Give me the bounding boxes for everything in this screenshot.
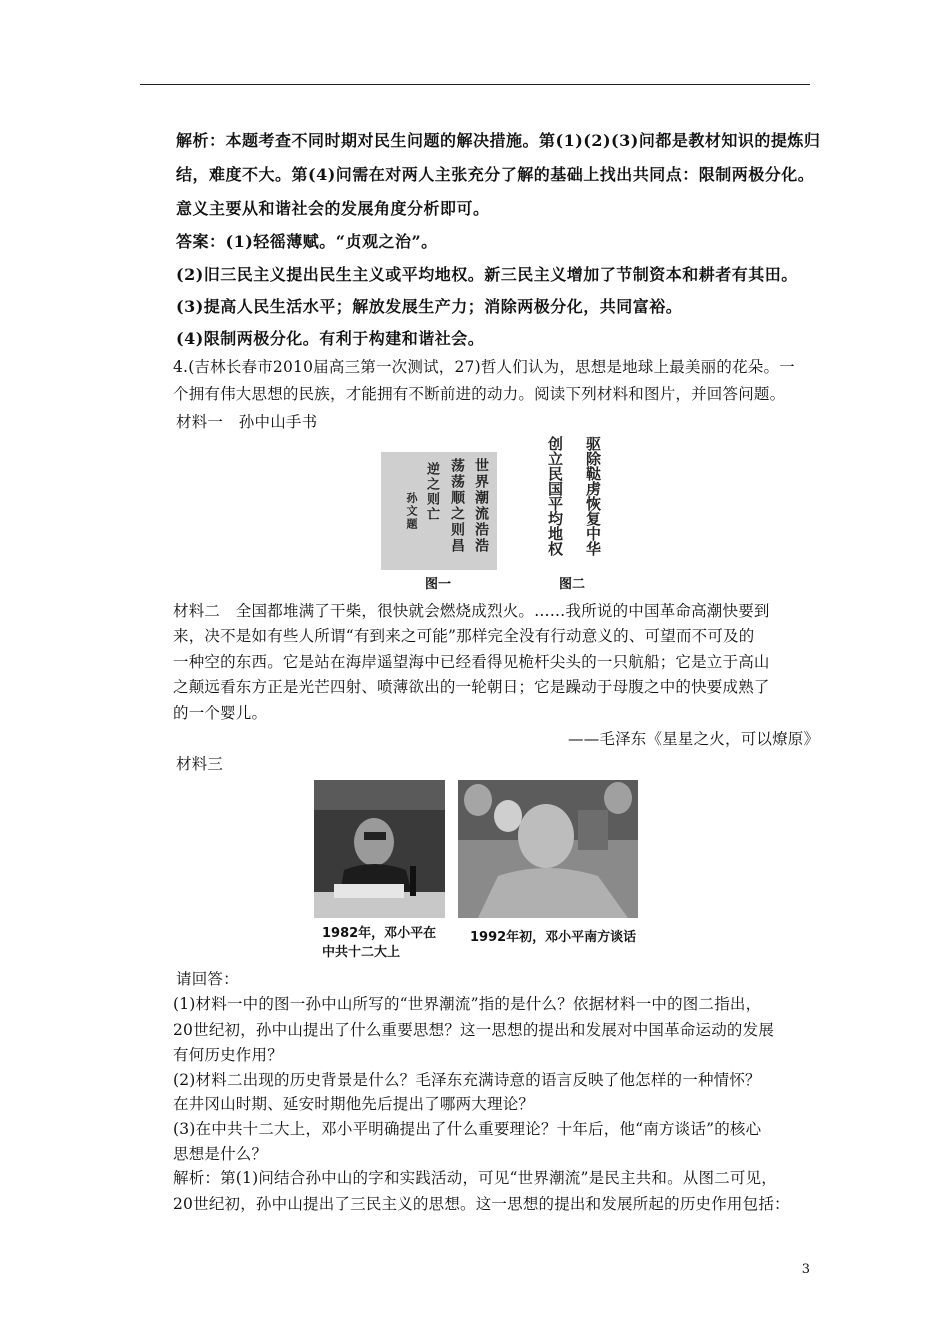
figure-two-calligraphy (536, 436, 606, 570)
photo-deng-1982 (314, 780, 445, 918)
sub-question-1-line-2: 20世纪初，孙中山提出了什么重要思想？这一思想的提出和发展对中国革命运动的发展 (173, 1021, 775, 1039)
fig1-col-4: 孙文题 (405, 492, 418, 531)
material-one-title: 材料一 孙中山手书 (176, 413, 318, 431)
fig2-col-2: 创立民国平均地权 (546, 436, 564, 556)
question-line-2: 个拥有伟大思想的民族，才能拥有不断前进的动力。阅读下列材料和图片，并回答问题。 (173, 385, 786, 403)
sub-question-2-line-1: (2)材料二出现的历史背景是什么？毛泽东充满诗意的语言反映了他怎样的一种情怀？ (173, 1071, 761, 1089)
sub-question-3-line-1: (3)在中共十二大上，邓小平明确提出了什么重要理论？十年后，他“南方谈话”的核心 (173, 1120, 762, 1138)
page-number: 3 (801, 1262, 810, 1277)
figure-two-caption: 图二 (558, 577, 585, 592)
sub-question-1-line-1: (1)材料一中的图一孙中山所写的“世界潮流”指的是什么？依据材料一中的图二指出， (173, 995, 762, 1013)
photo-deng-1982-image (314, 780, 445, 918)
answer-line-1: 答案：(1)轻徭薄赋。“贞观之治”。 (176, 232, 438, 251)
fig1-col-3: 逆之则亡 (424, 462, 439, 522)
material-two-line-2: 来，决不是如有些人所谓“有到来之可能”那样完全没有行动意义的、可望而不可及的 (173, 627, 755, 645)
fig1-col-2: 荡荡顺之则昌 (449, 458, 465, 554)
answer-line-2: (2)旧三民主义提出民生主义或平均地权。新三民主义增加了节制资本和耕者有其田。 (176, 265, 798, 284)
photo-1982-caption-line-2: 中共十二大上 (322, 945, 401, 960)
figure-one-calligraphy (381, 452, 497, 570)
material-two-line-5: 的一个婴儿。 (173, 704, 268, 722)
material-two-line-1: 材料二 全国都堆满了干柴，很快就会燃烧成烈火。……我所说的中国革命高潮快要到 (173, 602, 770, 620)
figure-one-caption: 图一 (424, 577, 451, 592)
material-two-line-4: 之颠远看东方正是光芒四射、喷薄欲出的一轮朝日；它是躁动于母腹之中的快要成熟了 (173, 678, 770, 696)
sub-question-1-line-3: 有何历史作用？ (173, 1046, 283, 1064)
analysis-line-2: 结，难度不大。第(4)问需在对两人主张充分了解的基础上找出共同点：限制两极分化。 (176, 165, 815, 184)
photo-1982-caption-line-1: 1982年，邓小平在 (322, 926, 437, 941)
photo-deng-1992 (458, 780, 638, 918)
photo-1982-caption (322, 922, 462, 960)
sub-question-2-line-2: 在井冈山时期、延安时期他先后提出了哪两大理论？ (173, 1095, 535, 1113)
photo-1992-caption: 1992年初，邓小平南方谈话 (470, 930, 637, 945)
analysis-line-1: 解析：本题考查不同时期对民生问题的解决措施。第(1)(2)(3)问都是教材知识的提炼归 (176, 131, 821, 150)
material-two-line-3: 一种空的东西。它是站在海岸遥望海中已经看得见桅杆尖头的一只航船；它是立于高山 (173, 653, 770, 671)
header-rule (140, 84, 810, 85)
fig2-col-1: 驱除鞑虏恢复中华 (584, 436, 602, 556)
please-answer: 请回答： (176, 970, 239, 988)
photo-deng-1992-image (458, 780, 638, 918)
material-three-title: 材料三 (176, 755, 224, 773)
fig1-col-1: 世界潮流浩浩 (473, 458, 489, 554)
solution-line-2: 20世纪初，孙中山提出了三民主义的思想。这一思想的提出和发展所起的历史作用包括： (173, 1195, 790, 1213)
analysis-line-3: 意义主要从和谐社会的发展角度分析即可。 (176, 199, 490, 218)
sub-question-3-line-2: 思想是什么？ (173, 1145, 268, 1163)
question-line-1: 4.(吉林长春市2010届高三第一次测试，27)哲人们认为，思想是地球上最美丽的花朵。一 (173, 358, 795, 376)
answer-line-4: (4)限制两极分化。有利于构建和谐社会。 (176, 329, 485, 348)
answer-line-3: (3)提高人民生活水平；解放发展生产力；消除两极分化，共同富裕。 (176, 297, 683, 316)
solution-line-1: 解析：第(1)问结合孙中山的字和实践活动，可见“世界潮流”是民主共和。从图二可见， (173, 1169, 778, 1187)
material-two-source: ——毛泽东《星星之火，可以燎原》 (568, 730, 820, 748)
